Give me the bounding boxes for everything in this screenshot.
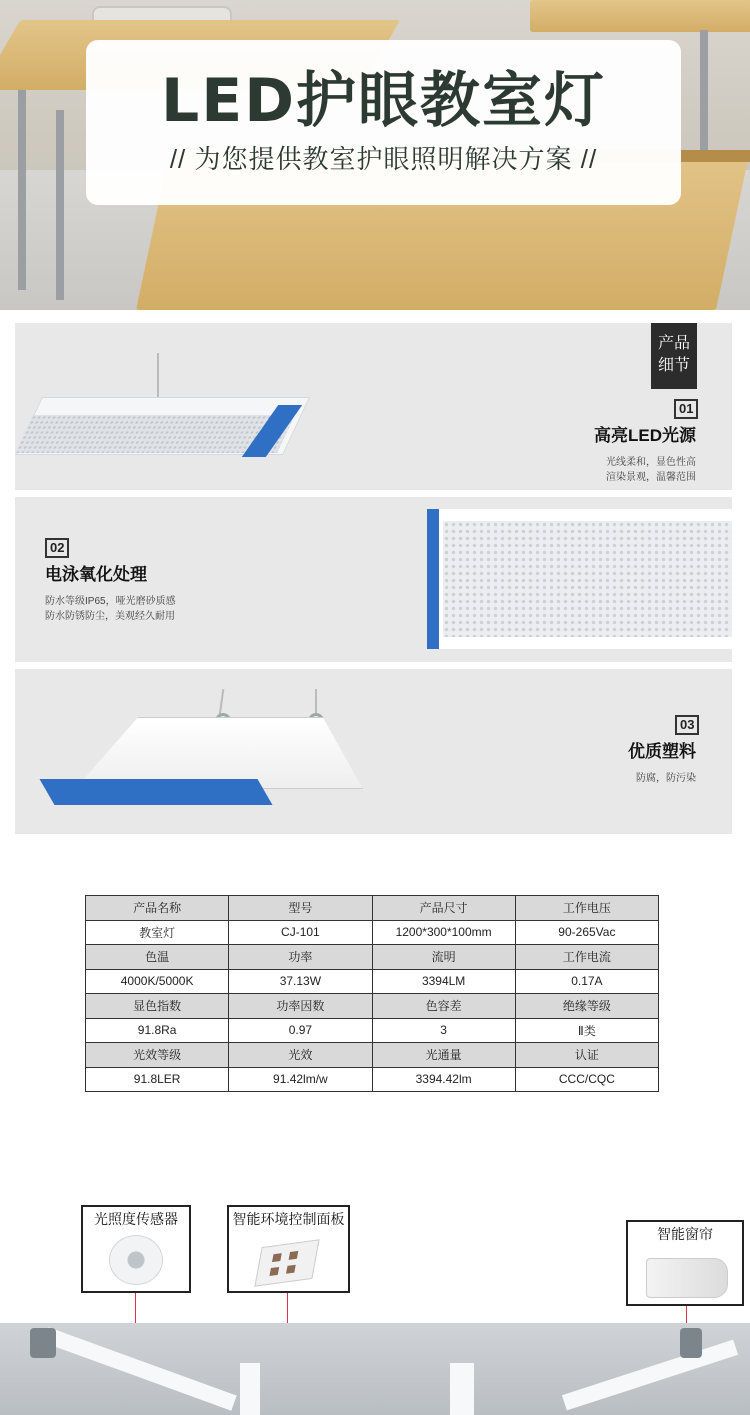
- light-sensor-label: 光照度传感器: [94, 1211, 178, 1227]
- desk-leg: [56, 110, 64, 300]
- table-header-cell: 流明: [372, 945, 515, 970]
- page-title: LED护眼教室灯: [160, 66, 607, 136]
- table-cell: Ⅱ类: [515, 1018, 658, 1043]
- ceiling-light: [240, 1363, 260, 1415]
- ceiling-fixture: [680, 1328, 702, 1358]
- table-header-cell: 认证: [515, 1043, 658, 1068]
- light-sensor-image: [109, 1235, 163, 1285]
- feature-num: 02: [45, 538, 69, 558]
- table-cell: CJ-101: [229, 920, 372, 945]
- product-detail-tag: [651, 323, 697, 389]
- table-cell: 3: [372, 1018, 515, 1043]
- feature-number-3: [675, 715, 699, 735]
- table-cell: 91.42lm/w: [229, 1067, 372, 1092]
- feature-title-3: 优质塑料: [628, 742, 696, 761]
- table-row: [86, 945, 659, 970]
- table-header-cell: 功率因数: [229, 994, 372, 1019]
- feature-desc-3: 防腐，防污染: [636, 773, 696, 784]
- table-cell: 37.13W: [229, 969, 372, 994]
- feature-panel-2: [15, 497, 732, 662]
- feature-number-1: [674, 399, 698, 419]
- table-row: [86, 1043, 659, 1068]
- table-header-cell: 工作电流: [515, 945, 658, 970]
- ceiling-fixture: [30, 1328, 56, 1358]
- table-cell: 1200*300*100mm: [372, 920, 515, 945]
- table-header-cell: 型号: [229, 896, 372, 921]
- table-row: [86, 969, 659, 994]
- feature-num: 01: [674, 399, 698, 419]
- desk-leg: [18, 90, 26, 290]
- table-header-cell: 光效等级: [86, 1043, 229, 1068]
- feature-desc-2: [45, 594, 176, 624]
- feature-desc-1: [606, 455, 696, 485]
- ceiling-light: [562, 1340, 738, 1411]
- table-header-cell: 产品名称: [86, 896, 229, 921]
- ceiling-light: [450, 1363, 474, 1415]
- table-cell: 90-265Vac: [515, 920, 658, 945]
- control-panel-image: [254, 1239, 319, 1286]
- ceiling-light: [43, 1327, 236, 1410]
- curtain-card: [626, 1220, 744, 1306]
- table-header-cell: 工作电压: [515, 896, 658, 921]
- curtain-motor-image: [646, 1258, 728, 1298]
- feature-num: 03: [675, 715, 699, 735]
- feature-title-2: 电泳氧化处理: [45, 565, 147, 584]
- table-cell: 0.97: [229, 1018, 372, 1043]
- table-header-cell: 功率: [229, 945, 372, 970]
- ceiling-image: [0, 1323, 750, 1415]
- table-cell: CCC/CQC: [515, 1067, 658, 1092]
- tag-line-2: 细节: [657, 357, 690, 374]
- table-header-cell: 光效: [229, 1043, 372, 1068]
- table-cell: 4000K/5000K: [86, 969, 229, 994]
- table-cell: 3394.42lm: [372, 1067, 515, 1092]
- hero-banner: [0, 0, 750, 310]
- feature-desc-line: 渲染景观，温馨范围: [606, 472, 696, 483]
- feature-title-1: 高亮LED光源: [594, 426, 696, 445]
- table-row: [86, 994, 659, 1019]
- feature-panel-1: [15, 323, 732, 490]
- lamp-image-1: [15, 353, 295, 473]
- hero-title-card: [86, 40, 681, 205]
- desk-top-right: [530, 0, 750, 32]
- spec-table: [85, 895, 659, 1092]
- table-row: [86, 920, 659, 945]
- lamp-image-2: [427, 509, 732, 649]
- feature-desc-line: 光线柔和，显色性高: [606, 457, 696, 468]
- table-header-cell: 显色指数: [86, 994, 229, 1019]
- feature-desc-line: 防水等级IP65，哑光磨砂质感: [45, 596, 176, 607]
- feature-desc-line: 防水防锈防尘，美观经久耐用: [45, 611, 175, 622]
- lamp-image-3: [45, 689, 375, 809]
- table-row: [86, 896, 659, 921]
- control-panel-label: 智能环境控制面板: [232, 1211, 345, 1227]
- table-row: [86, 1018, 659, 1043]
- light-sensor-card: [81, 1205, 191, 1293]
- table-cell: 91.8LER: [86, 1067, 229, 1092]
- feature-panel-3: [15, 669, 732, 834]
- table-header-cell: 绝缘等级: [515, 994, 658, 1019]
- table-header-cell: 色容差: [372, 994, 515, 1019]
- page-subtitle: // 为您提供教室护眼照明解决方案 //: [169, 144, 598, 174]
- table-header-cell: 光通量: [372, 1043, 515, 1068]
- table-header-cell: 色温: [86, 945, 229, 970]
- tag-line-1: 产品: [657, 335, 690, 352]
- table-cell: 3394LM: [372, 969, 515, 994]
- table-cell: 0.17A: [515, 969, 658, 994]
- table-cell: 91.8Ra: [86, 1018, 229, 1043]
- feature-number-2: [45, 538, 69, 558]
- table-header-cell: 产品尺寸: [372, 896, 515, 921]
- table-row: [86, 1067, 659, 1092]
- curtain-label: 智能窗帘: [657, 1226, 713, 1242]
- control-panel-card: [227, 1205, 350, 1293]
- table-cell: 教室灯: [86, 920, 229, 945]
